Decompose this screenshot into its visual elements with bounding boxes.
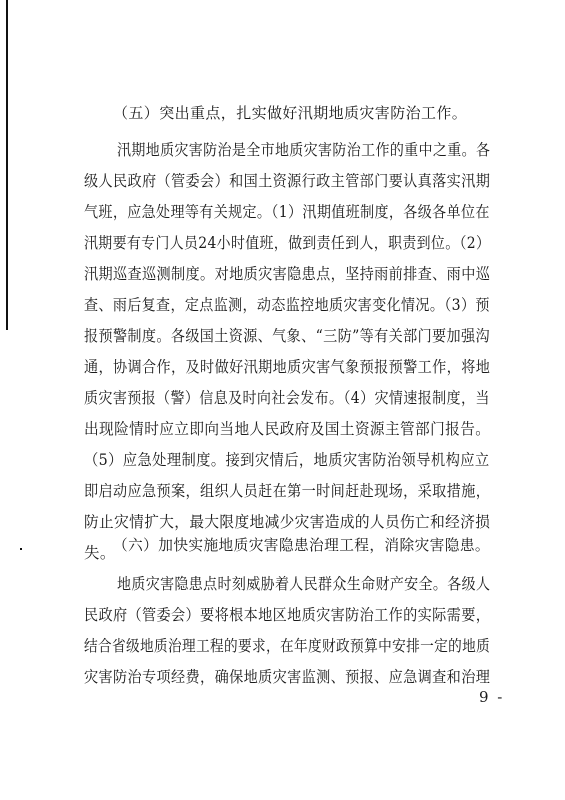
section-heading-6: （六）加快实施地质灾害隐患治理工程，消除灾害隐患。 bbox=[113, 536, 491, 554]
paragraph-line: 汛期巡查巡测制度。对地质灾害隐患点，坚持雨前排查、雨中巡 bbox=[84, 265, 491, 283]
paragraph-line: 汛期地质灾害防治是全市地质灾害防治工作的重中之重。各 bbox=[117, 141, 491, 159]
paragraph-line: 民政府（管委会）要将根本地区地质灾害防治工作的实际需要， bbox=[84, 606, 491, 624]
paragraph-line: 结合省级地质治理工程的要求，在年度财政预算中安排一定的地质 bbox=[84, 637, 491, 655]
paragraph-line: 失。 bbox=[84, 544, 116, 562]
paragraph-line: 出现险情时应立即向当地人民政府及国土资源主管部门报告。 bbox=[84, 420, 491, 438]
paragraph-line: 汛期要有专门人员24小时值班，做到责任到人，职责到位。（2） bbox=[84, 234, 491, 252]
left-edge-scan-line bbox=[6, 0, 8, 330]
paragraph-line: 灾害防治专项经费，确保地质灾害监测、预报、应急调查和治理 bbox=[84, 668, 491, 686]
paragraph-line: 报预警制度。各级国土资源、气象、“三防”等有关部门要加强沟 bbox=[84, 327, 490, 345]
paragraph-line: 级人民政府（管委会）和国土资源行政主管部门要认真落实汛期 bbox=[84, 172, 491, 190]
section-heading-5: （五）突出重点，扎实做好汛期地质灾害防治工作。 bbox=[113, 104, 468, 122]
paragraph-line: 气班，应急处理等有关规定。（1）汛期值班制度，各级各单位在 bbox=[84, 203, 490, 221]
paragraph-line: 地质灾害隐患点时刻威胁着人民群众生命财产安全。各级人 bbox=[117, 575, 491, 593]
paragraph-line: 查、雨后复查，定点监测，动态监控地质灾害变化情况。（3）预 bbox=[84, 296, 490, 314]
page-number: 9 - bbox=[479, 688, 505, 706]
paragraph-line: 通，协调合作，及时做好汛期地质灾害气象预报预警工作，将地 bbox=[84, 358, 491, 376]
scan-dot bbox=[20, 548, 22, 550]
paragraph-line: 即启动应急预案，组织人员赶在第一时间赶赴现场，采取措施， bbox=[84, 482, 491, 500]
paragraph-line: 质灾害预报（警）信息及时向社会发布。（4）灾情速报制度，当 bbox=[84, 389, 490, 407]
paragraph-line: 防止灾情扩大，最大限度地减少灾害造成的人员伤亡和经济损 bbox=[84, 513, 491, 531]
paragraph-line: （5）应急处理制度。接到灾情后，地质灾害防治领导机构应立 bbox=[84, 451, 490, 469]
